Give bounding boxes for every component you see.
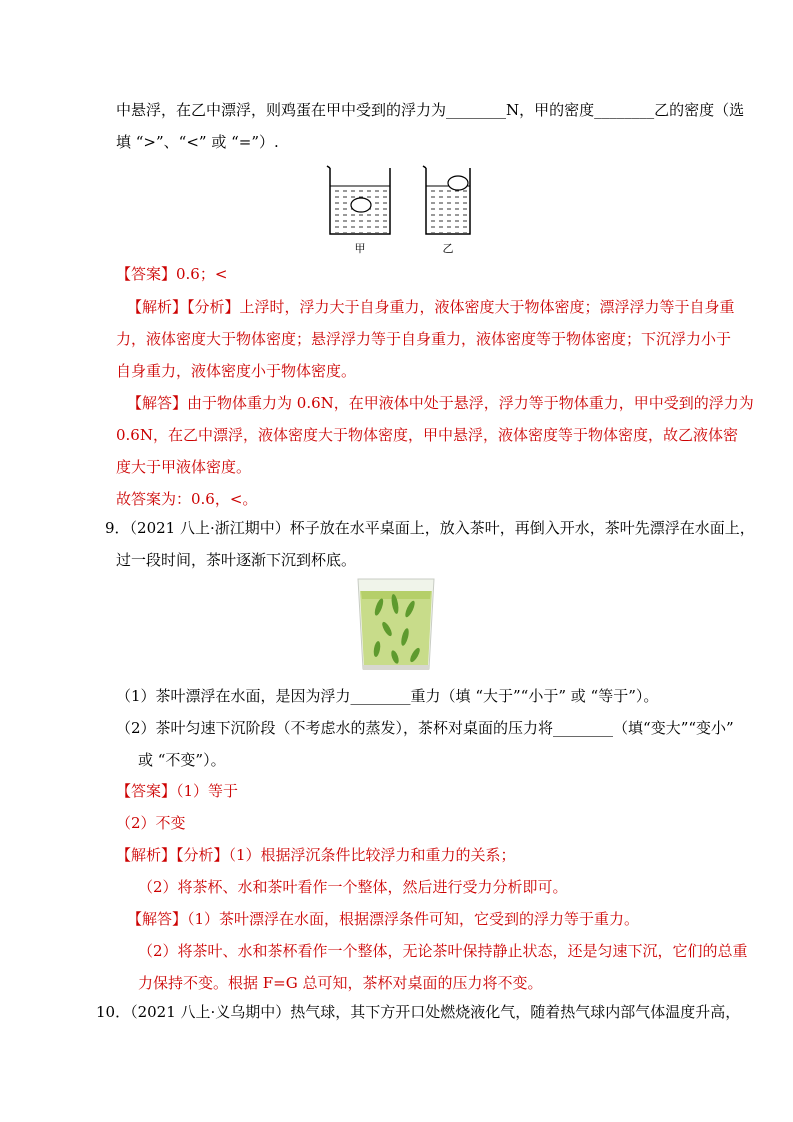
q8-solution-1: 【解答】由于物体重力为 0.6N，在甲液体中处于悬浮，浮力等于物体重力，甲中受到的浮力为 (127, 394, 754, 412)
q8-final: 故答案为：0.6，<。 (116, 490, 258, 508)
q8-analysis-1: 【解析】【分析】上浮时，浮力大于自身重力，液体密度大于物体密度；漂浮浮力等于自身重 (127, 298, 735, 316)
q8-stem-line1: 中悬浮，在乙中漂浮，则鸡蛋在甲中受到的浮力为________N，甲的密度________乙的密度（选 (116, 101, 745, 119)
q8-stem-line2: 填 “>”、“<” 或 “=”）. (116, 133, 279, 151)
q9-answer-1: 【答案】（1）等于 (116, 782, 239, 800)
q8-solution-2: 0.6N，在乙中漂浮，液体密度大于物体密度，甲中悬浮，液体密度等于物体密度，故乙液体密 (116, 426, 738, 444)
q8-analysis-2: 力，液体密度大于物体密度；悬浮浮力等于自身重力，液体密度等于物体密度；下沉浮力小于 (116, 330, 732, 348)
tea-glass-figure (355, 577, 437, 673)
egg-jia (351, 198, 371, 212)
q9-analysis-2: （2）将茶杯、水和茶叶看作一个整体，然后进行受力分析即可。 (138, 878, 568, 896)
q9-solution-3: 力保持不变。根据 F=G 总可知，茶杯对桌面的压力将不变。 (138, 974, 543, 992)
q9-answer-2: （2）不变 (116, 814, 186, 832)
q8-solution-3: 度大于甲液体密度。 (116, 458, 252, 476)
egg-yi (448, 176, 468, 190)
label-jia: 甲 (354, 242, 366, 255)
q9-solution-2: （2）将茶叶、水和茶杯看作一个整体，无论茶叶保持静止状态，还是匀速下沉，它们的总重 (138, 942, 748, 960)
q9-solution-1: 【解答】（1）茶叶漂浮在水面，根据漂浮条件可知，它受到的浮力等于重力。 (127, 910, 640, 928)
beaker-jia (327, 166, 390, 234)
beakers-figure (326, 164, 476, 256)
q9-stem-line2: 过一段时间，茶叶逐渐下沉到杯底。 (116, 551, 357, 569)
q8-analysis-3: 自身重力，液体密度小于物体密度。 (116, 362, 357, 380)
q9-sub1: （1）茶叶漂浮在水面，是因为浮力________重力（填 “大于”“小于” 或 “等于”）。 (116, 687, 659, 705)
q9-analysis-1: 【解析】【分析】（1）根据浮沉条件比较浮力和重力的关系； (116, 846, 516, 864)
q9-sub2-line2: 或 “不变”）。 (138, 751, 226, 769)
q9-sub2-line1: （2）茶叶匀速下沉阶段（不考虑水的蒸发），茶杯对桌面的压力将________（填“变大”“变小” (116, 719, 734, 737)
beaker-yi (423, 166, 470, 234)
q10-stem-line1: 10．（2021 八上·义乌期中）热气球，其下方开口处燃烧液化气，随着热气球内部气体温度升高， (96, 1003, 741, 1021)
label-yi: 乙 (442, 242, 454, 255)
q8-answer: 【答案】0.6；< (116, 265, 228, 283)
q9-stem-line1: 9．（2021 八上·浙江期中）杯子放在水平桌面上，放入茶叶，再倒入开水，茶叶先漂浮在水面上， (105, 519, 755, 537)
